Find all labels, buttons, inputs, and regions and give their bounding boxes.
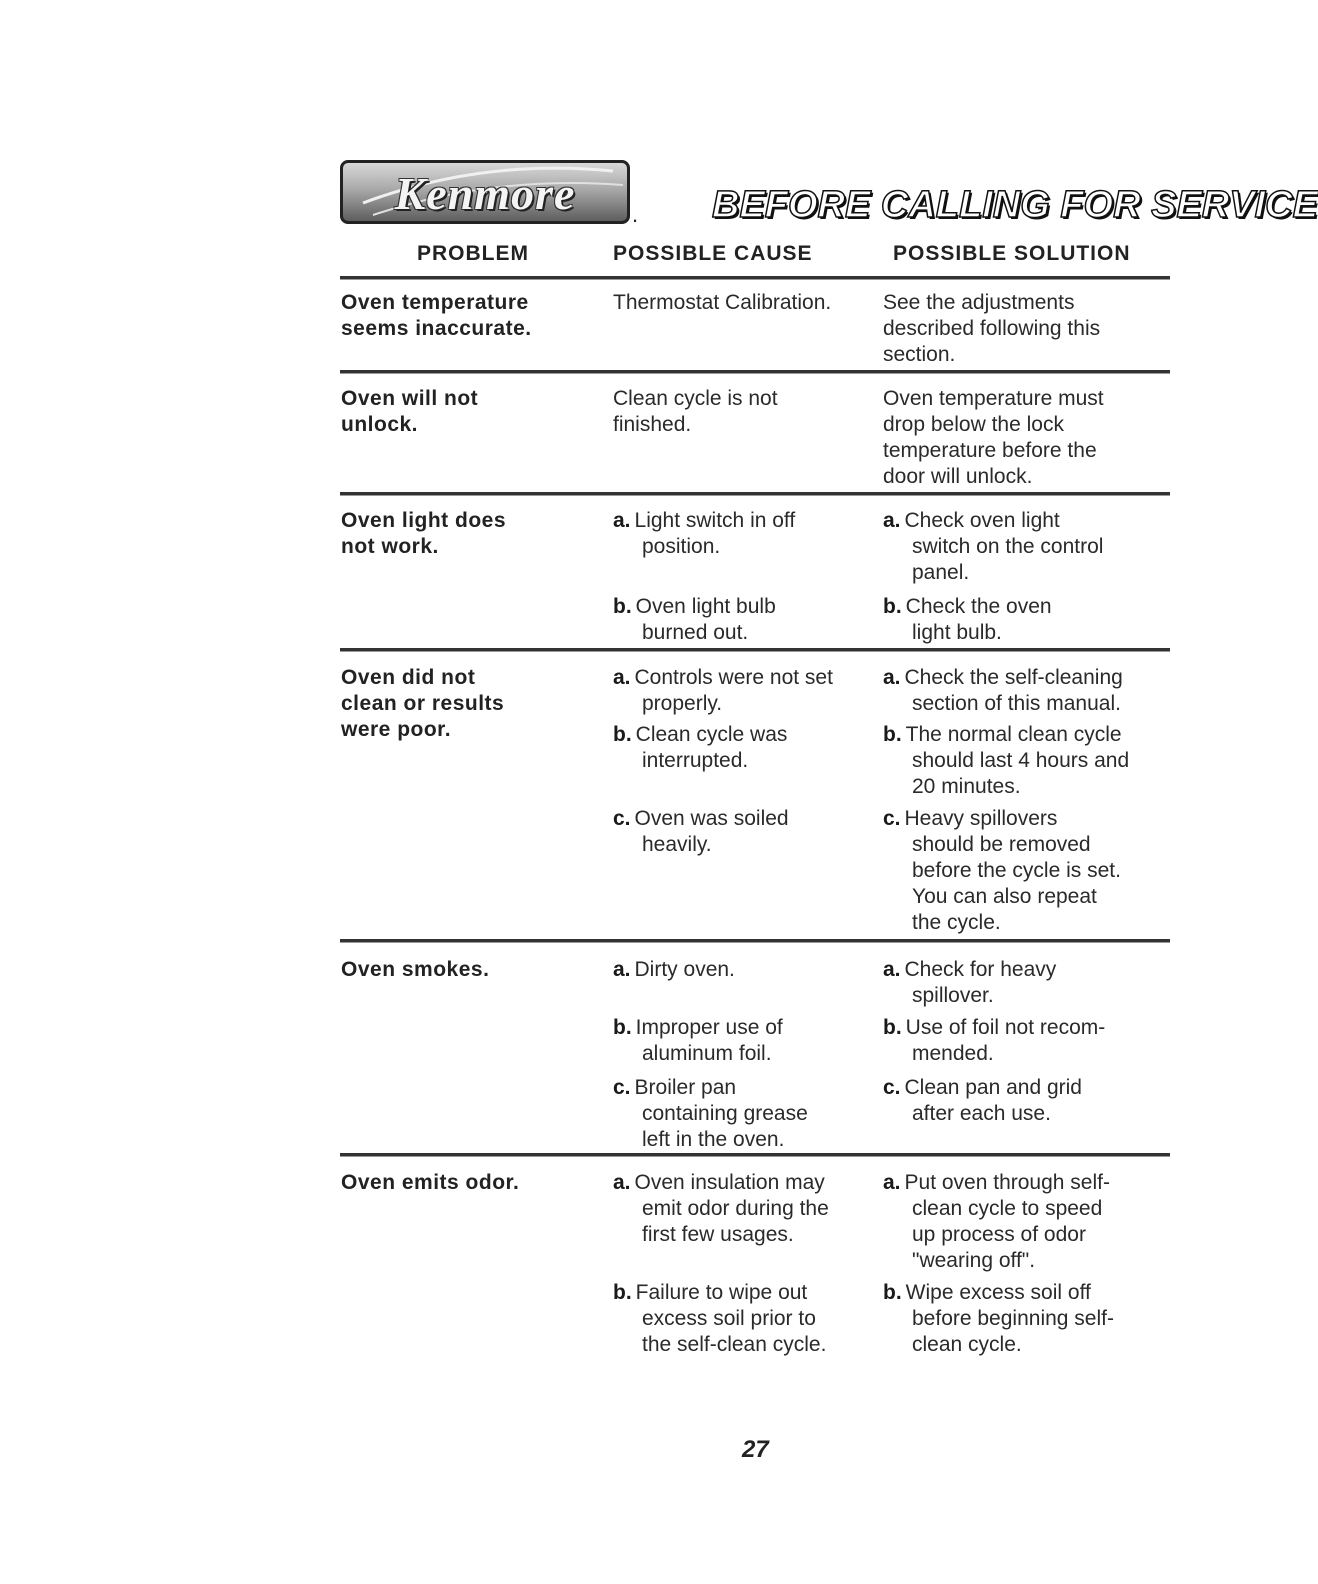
solution-item: a. Put oven through self- clean cycle to speed up process of odor "wearing off". [883, 1171, 1110, 1272]
solution-item: b. Check the oven light bulb. [883, 595, 1052, 644]
header-solution: POSSIBLE SOLUTION [893, 242, 1131, 265]
header-problem: PROBLEM [417, 242, 529, 265]
problem-text: Oven temperature seems inaccurate. [341, 291, 532, 340]
kenmore-logo [340, 160, 630, 224]
solution-item: a. Check the self-cleaning section of this manual. [883, 666, 1123, 715]
cause-item: a. Dirty oven. [613, 958, 735, 981]
solution-item: c. Clean pan and grid after each use. [883, 1076, 1082, 1125]
divider [340, 1153, 1170, 1157]
cause-item: a. Light switch in off position. [613, 509, 796, 558]
solution-item: b. The normal clean cycle should last 4 hours and 20 minutes. [883, 723, 1130, 798]
problem-text: Oven light does not work. [341, 509, 507, 558]
cause-item: a. Oven insulation may emit odor during the first few usages. [613, 1171, 829, 1246]
solution-text: See the adjustments described following this section. [883, 291, 1101, 366]
logo-dot: . [632, 202, 639, 227]
solution-item: b. Use of foil not recom- mended. [883, 1016, 1106, 1065]
cause-item: c. Broiler pan containing grease left in the oven. [613, 1076, 808, 1151]
solution-item: a. Check for heavy spillover. [883, 958, 1057, 1007]
cause-item: b. Improper use of aluminum foil. [613, 1016, 783, 1065]
page-number: 27 [742, 1436, 769, 1463]
cause-item: b. Oven light bulb burned out. [613, 595, 776, 644]
solution-item: a. Check oven light switch on the control panel. [883, 509, 1104, 584]
cause-item: b. Failure to wipe out excess soil prior to the self-clean cycle. [613, 1281, 827, 1356]
divider [340, 370, 1170, 374]
problem-text: Oven smokes. [341, 958, 490, 981]
problem-text: Oven will not unlock. [341, 387, 479, 436]
problem-text: Oven did not clean or results were poor. [341, 666, 505, 741]
cause-text: Clean cycle is not finished. [613, 387, 778, 436]
cause-item: a. Controls were not set properly. [613, 666, 833, 715]
problem-text: Oven emits odor. [341, 1171, 520, 1194]
divider [340, 939, 1170, 943]
solution-item: c. Heavy spillovers should be removed before the cycle is set. You can also repeat the cycle. [883, 807, 1121, 934]
divider [340, 276, 1170, 280]
section-title: BEFORE CALLING FOR SERVICE [712, 184, 1318, 226]
cause-text: Thermostat Calibration. [613, 291, 832, 314]
logo-wordmark: Kenmore [394, 168, 576, 219]
divider [340, 648, 1170, 652]
solution-text: Oven temperature must drop below the lock temperature before the door will unlock. [883, 387, 1104, 488]
header-cause: POSSIBLE CAUSE [613, 242, 813, 265]
cause-item: b. Clean cycle was interrupted. [613, 723, 788, 772]
divider [340, 492, 1170, 496]
cause-item: c. Oven was soiled heavily. [613, 807, 789, 856]
solution-item: b. Wipe excess soil off before beginning self- clean cycle. [883, 1281, 1114, 1356]
